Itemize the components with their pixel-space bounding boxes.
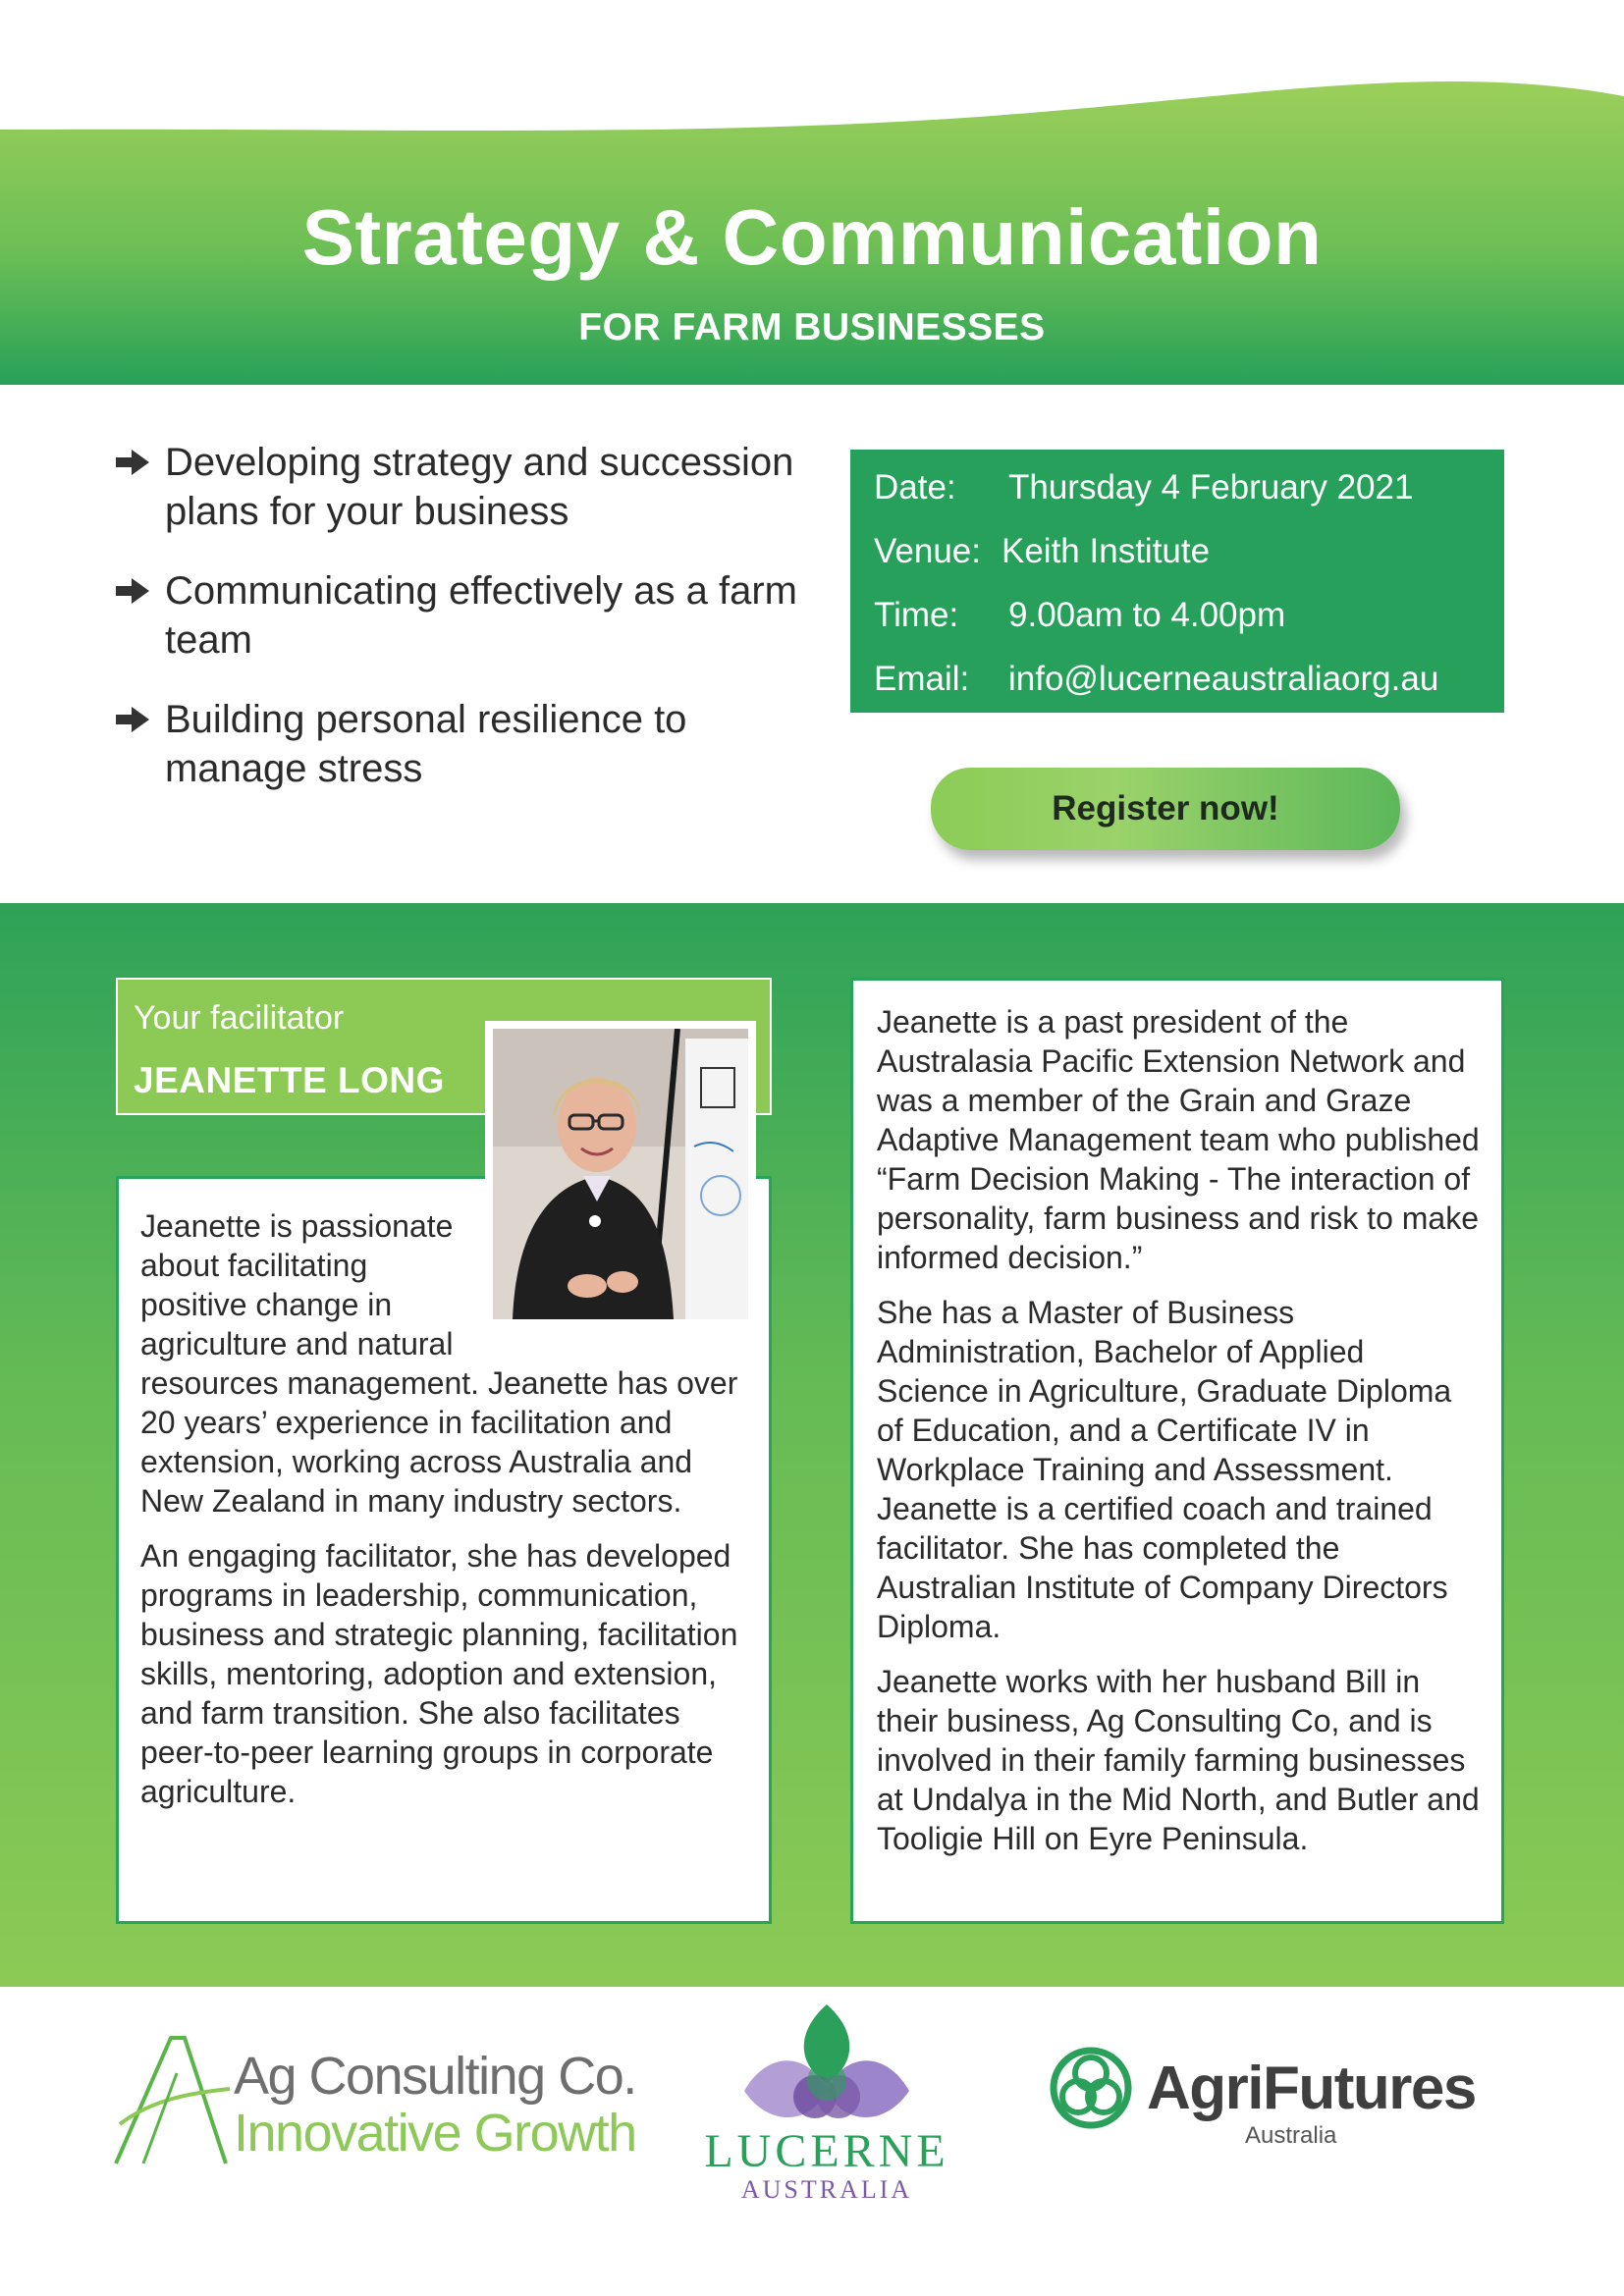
event-time-row xyxy=(874,595,1504,659)
email-link[interactable]: info@lucerneaustraliaorg.au xyxy=(1008,660,1439,698)
venue-value: Keith Institute xyxy=(1001,532,1211,570)
ag-consulting-name: Ag Consulting Co. xyxy=(234,2047,636,2106)
event-venue-row xyxy=(874,531,1504,595)
event-date-row xyxy=(874,467,1504,531)
facilitator-portrait-image xyxy=(493,1029,748,1319)
list-item xyxy=(116,695,803,793)
venue-label: Venue: xyxy=(874,532,981,570)
list-item xyxy=(116,566,803,665)
bio-paragraph: She has a Master of Business Administration, Bachelor of Applied Science in Agriculture, Graduate Diploma of Education, and a Certificate IV in Workplace Training and Assessment. Jeanette is a certified coach and trained facilitator. She has completed the Australian Institute of Company Directors Diploma. xyxy=(877,1295,1452,1644)
bio-paragraph: An engaging facilitator, she has developed programs in leadership, communication, business and strategic planning, facilitation skills, mentoring, adoption and extension, and farm transition. She also facilitates peer-to-peer learning groups in corporate agriculture. xyxy=(140,1538,738,1809)
agrifutures-name: AgriFutures xyxy=(1147,2055,1476,2122)
agrifutures-ring-icon xyxy=(1047,2044,1135,2132)
bio-paragraph: Jeanette is passionate about facilitating positive change in agriculture and natural resources management. Jeanette has over 20 years’ experience in facilitation and extension, working across Australia and New Zealand in many industry sectors. xyxy=(140,1208,738,1519)
arrow-right-icon xyxy=(116,450,149,475)
event-email-row xyxy=(874,659,1504,722)
ag-consulting-tagline: Innovative Growth xyxy=(234,2104,636,2163)
lucerne-flower-icon xyxy=(699,2001,954,2128)
list-item xyxy=(116,438,803,536)
list-item-text: Communicating effectively as a farm team xyxy=(165,569,797,662)
bio-paragraph: Jeanette works with her husband Bill in their business, Ag Consulting Co, and is involved in their family farming businesses at Undalya in the Mid North, and Butler and Tooligie Hill on Eyre Peninsula. xyxy=(877,1664,1480,1856)
arrow-right-icon xyxy=(116,707,149,732)
event-details-box xyxy=(850,450,1504,713)
lucerne-subtitle: AUSTRALIA xyxy=(740,2175,913,2204)
email-label: Email: xyxy=(874,660,970,698)
facilitator-photo xyxy=(485,1021,756,1327)
list-item-text: Building personal resilience to manage stress xyxy=(165,698,687,790)
arrow-right-icon xyxy=(116,578,149,604)
bio-paragraph: Jeanette is a past president of the Australasia Pacific Extension Network and was a member of the Grain and Graze Adaptive Management team who published “Farm Decision Making - The interaction of personality, farm business and risk to make informed decision.” xyxy=(877,1004,1480,1275)
list-item-text: Developing strategy and succession plans for your business xyxy=(165,441,794,533)
facilitator-name: JEANETTE LONG xyxy=(134,1060,445,1100)
page-title: Strategy & Communication xyxy=(301,193,1323,281)
agrifutures-subtitle: Australia xyxy=(1245,2122,1337,2149)
facilitator-label: Your facilitator xyxy=(134,999,345,1037)
time-value: 9.00am to 4.00pm xyxy=(1008,596,1286,634)
date-value: Thursday 4 February 2021 xyxy=(1008,468,1414,507)
date-label: Date: xyxy=(874,468,956,507)
time-label: Time: xyxy=(874,596,959,634)
lucerne-name: LUCERNE xyxy=(704,2125,949,2177)
lucerne-australia-logo xyxy=(699,2001,954,2207)
page-subtitle: FOR FARM BUSINESSES xyxy=(578,306,1046,348)
ag-consulting-logo xyxy=(114,2030,644,2167)
agrifutures-logo xyxy=(1047,2044,1479,2152)
topic-list xyxy=(116,438,803,793)
facilitator-bio-card-right xyxy=(850,978,1504,1924)
header-banner xyxy=(0,0,1624,385)
ag-consulting-mark-icon xyxy=(114,2030,232,2167)
register-button[interactable]: Register now! xyxy=(931,768,1400,850)
